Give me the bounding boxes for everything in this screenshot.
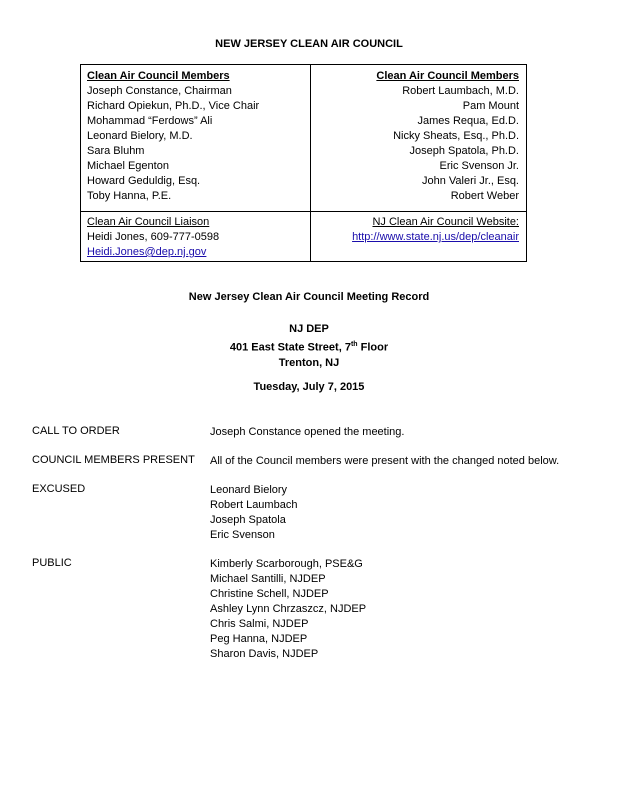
member-name: Howard Geduldig, Esq. (87, 175, 201, 187)
location-line3: Trenton, NJ (278, 356, 340, 369)
members-right-heading: Clean Air Council Members (376, 70, 519, 82)
liaison-heading: Clean Air Council Liaison (87, 216, 210, 228)
section-value: Joseph Constance opened the meeting. (210, 426, 405, 438)
liaison-block (87, 215, 307, 260)
member-name: John Valeri Jr., Esq. (421, 175, 519, 187)
members-left-column (87, 69, 307, 204)
website-link[interactable]: http://www.state.nj.us/dep/cleanair (352, 231, 519, 243)
list-item: Kimberly Scarborough, PSE&G (210, 558, 363, 570)
list-item: Peg Hanna, NJDEP (210, 633, 308, 645)
record-title: New Jersey Clean Air Council Meeting Record (188, 291, 430, 303)
excused-list (210, 483, 297, 543)
member-name: Toby Hanna, P.E. (87, 190, 172, 202)
location-line1: NJ DEP (289, 323, 329, 335)
section-label: CALL TO ORDER (32, 425, 120, 437)
member-name: Joseph Constance, Chairman (87, 85, 232, 97)
member-name: Sara Bluhm (87, 145, 145, 157)
list-item: Robert Laumbach (210, 499, 298, 511)
member-name: Pam Mount (462, 100, 519, 112)
list-item: Ashley Lynn Chrzaszcz, NJDEP (210, 603, 367, 615)
section-label: COUNCIL MEMBERS PRESENT (32, 454, 195, 466)
member-name: Joseph Spatola, Ph.D. (409, 145, 519, 157)
member-name: Mohammad “Ferdows” Ali (87, 115, 213, 127)
table-divider-horizontal (81, 211, 526, 212)
website-heading: NJ Clean Air Council Website: (372, 216, 519, 228)
liaison-contact: Heidi Jones, 609-777-0598 (87, 231, 220, 243)
section-value: All of the Council members were present with the changed noted below. (210, 455, 560, 467)
table-divider-vertical (310, 65, 311, 261)
member-name: Eric Svenson Jr. (439, 160, 519, 172)
member-name: James Requa, Ed.D. (417, 115, 519, 127)
liaison-email-link[interactable]: Heidi.Jones@dep.nj.gov (87, 246, 207, 258)
members-right-column (315, 69, 519, 204)
location-block (0, 322, 618, 371)
list-item: Sharon Davis, NJDEP (210, 648, 319, 660)
member-name: Robert Laumbach, M.D. (402, 85, 519, 97)
document-title: NEW JERSEY CLEAN AIR COUNCIL (215, 38, 403, 50)
list-item: Joseph Spatola (210, 514, 286, 526)
members-left-heading: Clean Air Council Members (87, 70, 230, 82)
list-item: Leonard Bielory (210, 484, 288, 496)
member-name: Leonard Bielory, M.D. (87, 130, 193, 142)
meeting-date: Tuesday, July 7, 2015 (253, 381, 365, 393)
section-label: EXCUSED (32, 483, 86, 495)
member-name: Nicky Sheats, Esq., Ph.D. (393, 130, 519, 142)
list-item: Eric Svenson (210, 529, 275, 541)
public-list (210, 557, 366, 662)
website-block (315, 215, 519, 245)
members-table (80, 64, 527, 262)
list-item: Chris Salmi, NJDEP (210, 618, 309, 630)
member-name: Michael Egenton (87, 160, 169, 172)
member-name: Robert Weber (450, 190, 519, 202)
list-item: Michael Santilli, NJDEP (210, 573, 326, 585)
list-item: Christine Schell, NJDEP (210, 588, 329, 600)
member-name: Richard Opiekun, Ph.D., Vice Chair (87, 100, 260, 112)
section-label: PUBLIC (32, 557, 72, 569)
location-line2: 401 East State Street, 7th Floor (229, 341, 389, 354)
